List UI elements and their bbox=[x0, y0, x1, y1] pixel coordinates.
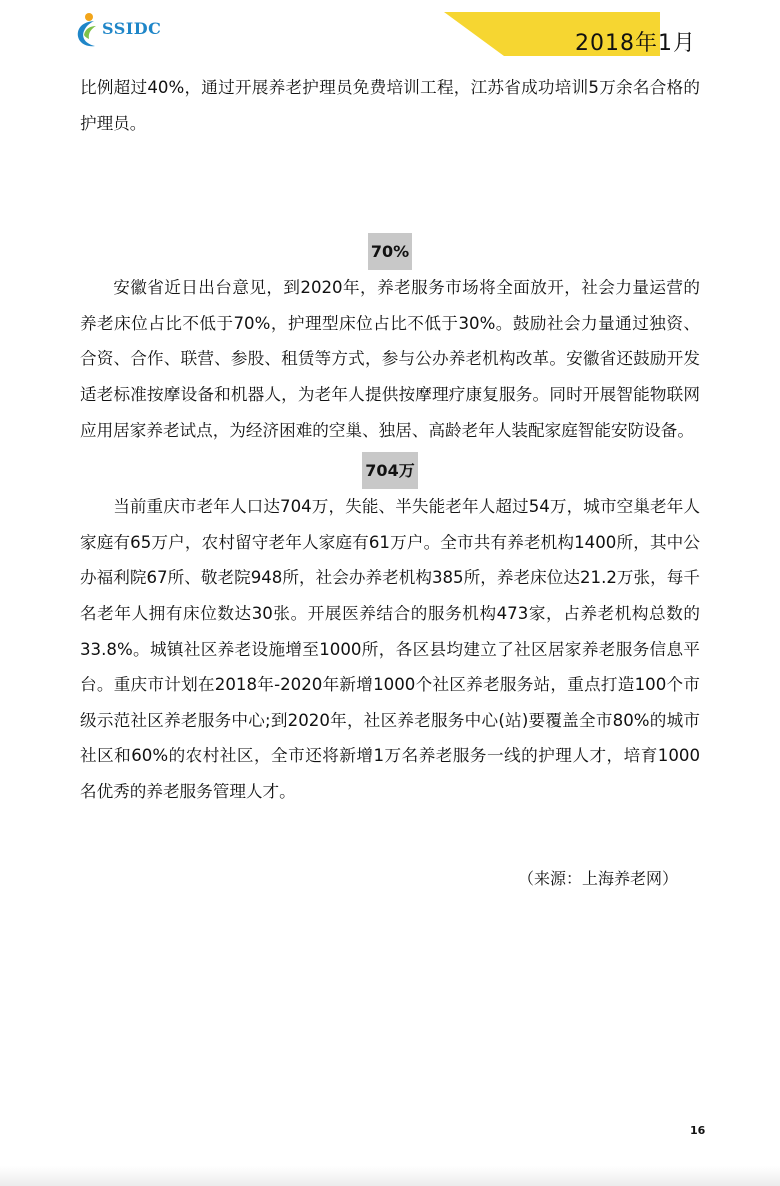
page-number: 16 bbox=[690, 1124, 706, 1137]
logo-text: SSIDC bbox=[102, 19, 162, 38]
intro-paragraph: 比例超过40%，通过开展养老护理员免费培训工程，江苏省成功培训5万余名合格的护理员。 bbox=[80, 78, 700, 133]
source-note: （来源：上海养老网） bbox=[517, 868, 678, 888]
chongqing-paragraph: 当前重庆市老年人口达704万，失能、半失能老年人超过54万，城市空巢老年人家庭有65万户，农村留守老年人家庭有61万户。全市共有养老机构1400所，其中公办福利院67所、敬老院948所，社会办养老机构385所，养老床位达21.2万张，每千名老年人拥有床位数达30张。开展医养结合的服务机构473家，占养老机构总数的33.8%。城镇社区养老设施增至1000所，各区县均建立了社区居家养老服务信息平台。重庆市计划在2018年-2020年新增1000个社区养老服务站，重点打造100个市级示范社区养老服务中心;到2020年，社区养老服务中心(站)要覆盖全市80%的城市社区和60%的农村社区，全市还将新增1万名养老服务一线的护理人才，培育1000名优秀的养老服务管理人才。 bbox=[80, 497, 700, 801]
article-body bbox=[80, 70, 700, 889]
section-heading-704-wan bbox=[80, 452, 700, 489]
page-header bbox=[0, 0, 780, 62]
anhui-paragraph: 安徽省近日出台意见，到2020年，养老服务市场将全面放开，社会力量运营的养老床位占比不低于70%，护理型床位占比不低于30%。鼓励社会力量通过独资、合资、合作、联营、参股、租赁等方式，参与公办养老机构改革。安徽省还鼓励开发适老标准按摩设备和机器人，为老年人提供按摩理疗康复服务。同时开展智能物联网应用居家养老试点，为经济困难的空巢、独居、高龄老年人装配家庭智能安防设备。 bbox=[80, 278, 700, 440]
section-heading: 704万 bbox=[362, 452, 417, 489]
ssidc-logo bbox=[72, 8, 192, 52]
section-heading-70-percent bbox=[80, 233, 700, 270]
footer-shade bbox=[0, 1166, 780, 1186]
header-date: 2018年1月 bbox=[575, 31, 696, 56]
logo-emblem-icon bbox=[72, 8, 104, 52]
section-heading: 70% bbox=[368, 233, 412, 270]
